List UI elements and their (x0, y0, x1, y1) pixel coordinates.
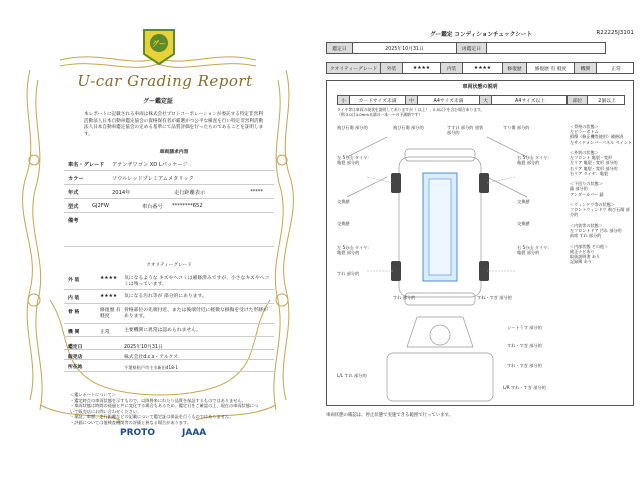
label-d1: 左 5分山 タイヤ: 亀裂 部分的 (337, 245, 369, 255)
label-g1: L/L すれ 部分的 (337, 373, 367, 378)
grade-interior-label: 内 装 (68, 296, 80, 301)
goo-badge-icon (140, 26, 178, 66)
dealer-label: 販売店 (68, 355, 83, 360)
date-row (326, 42, 606, 54)
vehicle-model-row (64, 199, 274, 213)
dealer-value: 株式会社d.c.s・アルクス (124, 355, 179, 360)
label-c3: 交換歴 (517, 199, 530, 204)
model-label: 型式 (68, 204, 79, 210)
label-a3: すすけ 部分的 塗装 部分的 (447, 125, 484, 135)
condition-legend: ＜骨格の状態＞ 左ピラーボトム 損傷（修正機等使用）補修済 左サイドメンバーパネル ペイント ＜外装の状態＞ 左フロント 亀裂・変形 左リア 亀裂・変形 部分的 右リア 亀裂・変形 部分的 右リア タイヤ：亀裂 ＜下回りの状態＞ 錆 部分的 アンダーカバー 錆 ＜ウィンドウ等の状態＞ フロントウィンドウ 飛び石傷 部分的 ＜内装等の状態＞ 左フロントドア 汚れ 部分的 前席 すれ 部分的 ＜内部状態 その他＞ 純正ナビあり 取扱説明書 あり 記録簿 あり (570, 124, 632, 265)
label-f1: シートうす 部分的 (507, 325, 542, 330)
vehicle-section-heading: 車両請求内容 (159, 150, 189, 155)
grade-mech-label: 機 関 (68, 330, 80, 335)
sheet-repair-value: 修復歴 有 軽度 (527, 63, 575, 73)
label-b2: 右 5分山 タイヤ: 亀裂 部分的 (517, 155, 549, 165)
label-f2: すれ・すぎ 部分的 (507, 343, 542, 348)
vehicle-name-row (64, 157, 274, 171)
sheet-mech-value: 正常 (611, 66, 621, 72)
tire-note: タイヤ等は車両の現状を説明してありますが（ 以上）、0.5以下を含む場合あります。 (337, 107, 485, 112)
grade-interior-rating: ★★★★ (100, 294, 118, 299)
sheet-exterior-label: 外装 (381, 63, 403, 73)
address-label: 所在地 (68, 365, 83, 370)
grade-exterior-desc: 気になるような キズやヘコミは補修済みですが、小さなキズやヘコミは残っています。 (124, 276, 270, 287)
label-a2: 飛び石傷 部分的 (393, 125, 424, 130)
label-g2: L/R すれ・すぎ 部分的 (503, 385, 546, 390)
size-mid: 中 (406, 96, 418, 104)
tire-note-2: （例 3.0は4.0mm未満の一本一～の予測値です） (337, 112, 423, 117)
label-f3: すれ・すぎ 部分的 (507, 363, 542, 368)
appraisal-date-row (64, 340, 274, 350)
grading-certificate (0, 0, 316, 480)
condition-check-sheet (322, 0, 640, 480)
label-c1: 交換歴 (337, 199, 350, 204)
grade-frame-label: 骨 格 (68, 310, 80, 315)
year-value: 2014年 (112, 190, 131, 196)
chassis-value: ********652 (172, 203, 203, 209)
certificate-intro: 本レポートに記載される車両は株式会社プロトコーポレーションが委託する特定非営利活動法人日本自動車鑑定協会の資格保有者が厳選かつ公平な検査を行い特定非営利活動法人日本自動車鑑定協会の定める基準にて品質評価を行ったものであることを証明します。 (84, 112, 264, 137)
jaaa-logo: JAAA (182, 428, 207, 438)
grade-interior-row (64, 290, 274, 304)
size-legend (337, 95, 567, 105)
sheet-interior-label: 内装 (441, 63, 463, 73)
part-legend (567, 95, 625, 105)
color-label: カラー (68, 176, 84, 182)
model-value: GJ2FW (92, 203, 109, 209)
size-large-desc: A4サイズ以上 (515, 98, 545, 104)
label-b1: 左 5分山 タイヤ: 亀裂 部分的 (337, 155, 369, 165)
sheet-title: グー鑑定 コンディションチェックシート (430, 32, 532, 38)
grade-exterior-row (64, 272, 274, 290)
address-row (64, 360, 274, 372)
reappraisal-label: 再鑑定日 (457, 43, 487, 53)
date-label: 鑑定日 (327, 43, 353, 53)
sheet-repair-label: 修復歴 (503, 63, 527, 73)
dealer-row (64, 350, 274, 360)
size-large: 大 (480, 96, 492, 104)
label-e2: すれ 部分的 (393, 295, 416, 300)
size-small: 小 (338, 96, 350, 104)
appraisal-date-value: 2025年10月31日 (124, 345, 163, 350)
label-e1: すれ 部分的 (337, 271, 360, 276)
grade-mech-row (64, 324, 274, 337)
certificate-subtitle: グー鑑定証 (142, 98, 173, 105)
appraisal-date-label: 鑑定日 (68, 345, 83, 350)
mileage-value: ***** (250, 189, 263, 195)
label-d2: 右 5分山 タイヤ: 亀裂 部分的 (517, 245, 549, 255)
svg-text:グー: グー (152, 40, 166, 48)
grade-exterior-rating: ★★★★ (100, 276, 118, 281)
vehicle-color-row (64, 171, 274, 185)
date-value: 2025年10月31日 (353, 43, 457, 53)
vehicle-name-value: アテンザワゴン XD Lパッケージ (112, 162, 188, 168)
vehicle-note-row (64, 213, 274, 247)
vehicle-name-label: 車名・グレード (68, 162, 105, 168)
grade-mech-rating: 正常 (100, 330, 110, 335)
sheet-mech-label: 機関 (575, 63, 597, 73)
grade-frame-rating: 修復歴 有 軽度 (100, 308, 121, 319)
part-label: 部位 (568, 96, 588, 104)
size-mid-desc: A4サイズ未満 (418, 96, 480, 104)
quality-row (326, 62, 634, 74)
certificate-notes: ＜鑑レポートについて＞ ・鑑定時点の車両状態を示すもので、以降将来にわたり品質を保証するものではありません。 ・車両状態は時間の経過と共に変化する場合もあるため、鑑定日をご確認の上、現在の車両状態について販売店にお問い合わせください。 ・保証、車歴、走行距離などの記載について鑑定証は保証を行うものではありません。 ・評価については他検査機関等の評価と異なる場合があります。 (70, 392, 259, 425)
grade-frame-desc: 骨格部位の先端付近、または後端付近に軽微な損傷を受けた形跡があります。 (124, 308, 268, 319)
label-a4: すり傷 部分的 (503, 125, 530, 130)
sheet-exterior-value: ★★★★ (403, 63, 441, 73)
label-c4: 交換歴 (517, 221, 530, 226)
chassis-label: 車台番号 (142, 204, 163, 210)
grade-exterior-label: 外 装 (68, 278, 80, 283)
year-label: 年式 (68, 190, 79, 196)
quality-label: クオリティーグレード (327, 63, 381, 73)
certificate-title: U-car Grading Report (77, 72, 253, 90)
mileage-label: 走行距離表示 (174, 190, 206, 196)
label-e3: すれ・すぎ 部分的 (477, 295, 512, 300)
bottom-note: 車両状態の確認は、停止状態で実施できる範囲で行っています。 (326, 413, 453, 418)
count-label: 2個以上 (598, 98, 616, 104)
grade-frame-row (64, 304, 274, 324)
grade-mech-desc: 主要機関に異常は認められません。 (124, 328, 202, 333)
sheet-number: R22225J3101 (596, 30, 634, 36)
proto-logo: PROTO (120, 428, 155, 438)
grade-interior-desc: 気になる汚れ等が 部分的にあります。 (124, 294, 207, 299)
label-a1: 飛び石傷 部分的 (337, 125, 368, 130)
sheet-interior-value: ★★★★ (463, 63, 503, 73)
address-value: 千葉県松戸市主水新田418-1 (124, 365, 179, 370)
color-value: ソウルレッドプレミアムメタリック (112, 176, 194, 182)
state-heading: 車両状態の説明 (462, 84, 498, 90)
vehicle-year-row (64, 185, 274, 199)
note-label: 備考 (68, 218, 79, 224)
quality-grade-heading: クオリティーグレード (146, 263, 192, 268)
logo-area (120, 428, 207, 438)
size-small-desc: カードサイズ未満 (350, 96, 406, 104)
label-c2: 交換歴 (337, 221, 350, 226)
